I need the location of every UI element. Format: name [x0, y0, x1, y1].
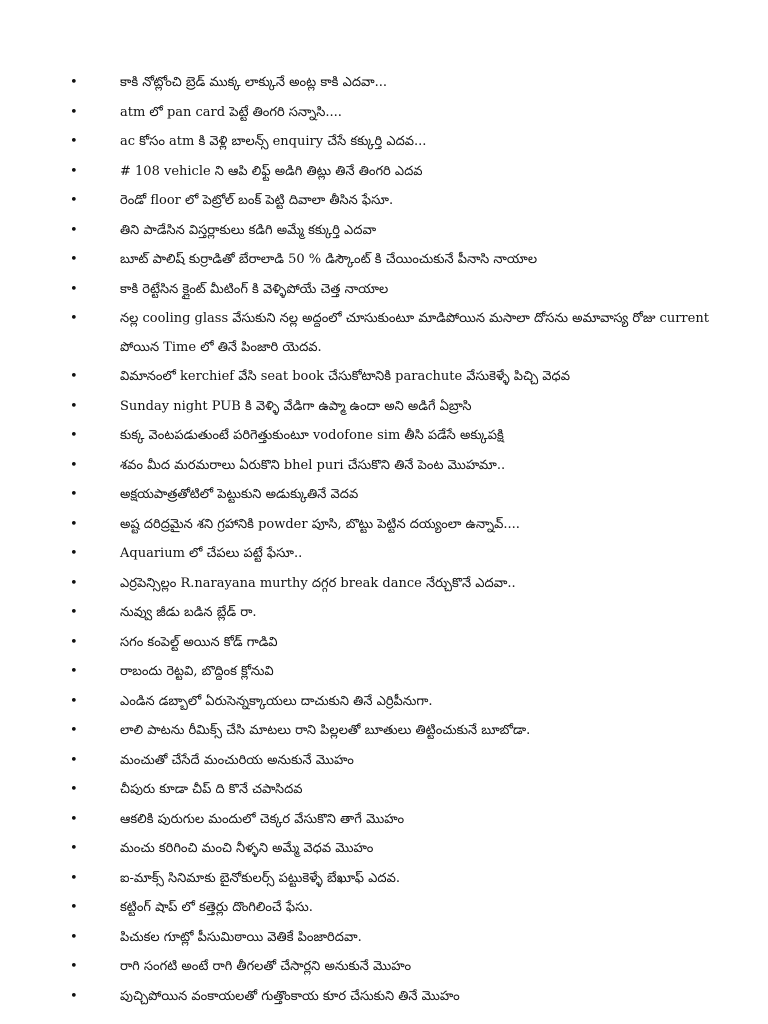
list-item-text: రెండో floor లో పెట్రోల్ బంక్ పెట్టి దివాలా తీసిన ఫేసూ.	[120, 193, 394, 208]
list-item	[70, 923, 720, 953]
list-item	[70, 982, 720, 1012]
list-item-text: కాకి రెట్టేసిన క్లైంట్ మీటింగ్ కి వెళ్ళిపోయే చెత్త నాయాల	[120, 281, 389, 297]
list-item-text: మంచుతో చేసేదే మంచురియ అనుకునే మొహం	[120, 752, 354, 768]
list-item	[70, 893, 720, 923]
bullet-icon: •	[70, 959, 78, 974]
list-item-text: కుక్క వెంటపడుతుంటే పరిగెత్తుకుంటూ vodofone sim తీసి పడేసే అక్కుపక్షి	[120, 428, 504, 443]
list-item	[70, 304, 720, 362]
list-item	[70, 275, 720, 305]
list-item	[70, 864, 720, 894]
list-item	[70, 186, 720, 216]
bullet-icon: •	[70, 134, 78, 149]
list-item-text: రాబందు రెట్టవి, బొద్దింక క్లోనువి	[120, 664, 274, 679]
list-item	[70, 68, 720, 98]
document-page	[0, 68, 768, 1011]
list-item	[70, 480, 720, 510]
bullet-icon: •	[70, 104, 78, 120]
bullet-icon: •	[70, 752, 78, 768]
list-item	[70, 569, 720, 599]
list-item	[70, 157, 720, 187]
list-item	[70, 834, 720, 864]
list-item-text: లాలి పాటను రీమిక్స్ చేసి మాటలు రాని పిల్లలతో బూతులు తిట్టించుకునే బూబోడా.	[120, 723, 531, 738]
bullet-icon: •	[70, 811, 78, 827]
list-item	[70, 392, 720, 422]
list-item-text: కట్టింగ్ షాప్ లో కత్తెర్లు దొంగిలించే ఫేసు.	[120, 900, 313, 915]
list-item	[70, 952, 720, 982]
list-item-text: అష్ట దరిద్రమైన శని గ్రహానికి powder పూసి, బొట్టు పెట్టిన దయ్యంలా ఉన్నావ్....	[120, 516, 520, 532]
bullet-icon: •	[70, 398, 78, 414]
list-item-text: తిని పాడేసిన విస్తర్లాకులు కడిగి అమ్మే కక్కుర్తి ఎదవా	[120, 222, 377, 238]
bullet-list	[0, 68, 768, 1011]
list-item	[70, 98, 720, 128]
bullet-icon: •	[70, 222, 78, 238]
bullet-icon: •	[70, 546, 78, 561]
list-item-text: ఎర్రపెన్సిల్లం R.narayana murthy దగ్గర break dance నేర్చుకొనే ఎదవా..	[120, 575, 516, 591]
bullet-icon: •	[70, 929, 78, 945]
list-item	[70, 245, 720, 275]
bullet-icon: •	[70, 369, 78, 384]
list-item	[70, 746, 720, 776]
bullet-icon: •	[70, 841, 78, 856]
list-item	[70, 510, 720, 540]
list-item-text: మంచు కరిగించి మంచి నీళ్ళని అమ్మే వెధవ మొహం	[120, 841, 374, 856]
list-item-text: బూట్ పాలిష్ కుర్రాడితో బేరాలాడి 50 % డిస్కౌంట్ కి చేయించుకునే పీనాసి నాయాల	[120, 252, 538, 267]
list-item-text: చీపురు కూడా చీప్ ది కొనే చపాసిదవ	[120, 782, 303, 797]
list-item-text: ఆకలికి పురుగుల మందులో చెక్కర వేసుకొని తాగే మొహం	[120, 811, 405, 827]
bullet-icon: •	[70, 870, 78, 886]
list-item-text: ఐ-మాక్స్ సినిమాకు బైనోకులర్స్ పట్టుకెళ్ళే బేఖూఫ్ ఎదవ.	[120, 870, 400, 886]
bullet-icon: •	[70, 723, 78, 738]
bullet-icon: •	[70, 193, 78, 208]
list-item-text: atm లో pan card పెట్టే తింగరి సన్నాసి....	[120, 104, 342, 120]
bullet-icon: •	[70, 163, 78, 179]
bullet-icon: •	[70, 988, 78, 1004]
list-item-text: కాకి నోట్లోంచి బ్రెడ్ ముక్క లాక్కునే అంట్ల కాకి ఎదవా...	[120, 75, 388, 90]
list-item	[70, 657, 720, 687]
list-item	[70, 598, 720, 628]
bullet-icon: •	[70, 311, 78, 326]
list-item-text: ac కోసం atm కి వెళ్లి బాలన్స్ enquiry చేసే కక్కుర్తి ఎదవ...	[120, 134, 427, 149]
list-item	[70, 805, 720, 835]
list-item-text: నల్ల cooling glass వేసుకుని నల్ల అద్దంలో చూసుకుంటూ మాడిపోయిన మసాలా దోసను అమావాస్య రోజు current పోయిన Time లో తినే పింజారి యెదవ.	[120, 311, 709, 355]
bullet-icon: •	[70, 575, 78, 591]
list-item	[70, 775, 720, 805]
bullet-icon: •	[70, 516, 78, 532]
list-item-text: నువ్వు జీడు బడిన బ్లేడ్ రా.	[120, 605, 257, 620]
bullet-icon: •	[70, 428, 78, 443]
bullet-icon: •	[70, 457, 78, 473]
list-item-text: Aquarium లో చేపలు పట్టే ఫేసూ..	[120, 546, 303, 561]
list-item-text: విమానంలో kerchief వేసి seat book చేసుకోటానికి parachute వేసుకెళ్ళే పిచ్చి వెధవ	[120, 369, 570, 384]
bullet-icon: •	[70, 252, 78, 267]
bullet-icon: •	[70, 487, 78, 502]
list-item-text: అక్షయపాత్రతోటిలో పెట్టుకుని అడుక్కుతినే వెదవ	[120, 487, 359, 502]
bullet-icon: •	[70, 782, 78, 797]
list-item-text: # 108 vehicle ని ఆపి లిఫ్ట్ అడిగి తిట్లు తినే తింగరి ఎదవ	[120, 163, 423, 179]
list-item-text: ఎండిన డబ్బాలో ఏరుసెన్నక్కాయలు దాచుకుని తినే ఎర్రిపీనుగా.	[120, 693, 433, 709]
list-item-text: రాగి సంగటి అంటే రాగి తీగలతో చేసార్లని అనుకునే మొహం	[120, 959, 412, 974]
list-item	[70, 216, 720, 246]
list-item	[70, 451, 720, 481]
bullet-icon: •	[70, 664, 78, 679]
bullet-icon: •	[70, 900, 78, 915]
list-item-text: పిచుకల గూట్లో పీసుమిఠాయి వెతికే పింజారిదవా.	[120, 929, 362, 945]
list-item	[70, 362, 720, 392]
bullet-icon: •	[70, 634, 78, 650]
list-item-text: సగం కంపెల్ట్ అయిన కోడ్ గాడివి	[120, 634, 278, 650]
list-item-text: Sunday night PUB కి వెళ్ళి వేడిగా ఉప్మా ఉందా అని అడిగే ఏబ్రాసి	[120, 398, 472, 414]
list-item	[70, 421, 720, 451]
list-item	[70, 628, 720, 658]
bullet-icon: •	[70, 693, 78, 709]
list-item	[70, 539, 720, 569]
list-item	[70, 127, 720, 157]
bullet-icon: •	[70, 281, 78, 297]
bullet-icon: •	[70, 75, 78, 90]
list-item	[70, 687, 720, 717]
list-item	[70, 716, 720, 746]
list-item-text: పుచ్చిపోయిన వంకాయలతో గుత్తొంకాయ కూర చేసుకుని తినే మొహం	[120, 988, 460, 1004]
bullet-icon: •	[70, 605, 78, 620]
list-item-text: శవం మీద మరమరాలు ఏరుకొని bhel puri చేసుకొని తినే పెంట మొహమా..	[120, 457, 506, 473]
